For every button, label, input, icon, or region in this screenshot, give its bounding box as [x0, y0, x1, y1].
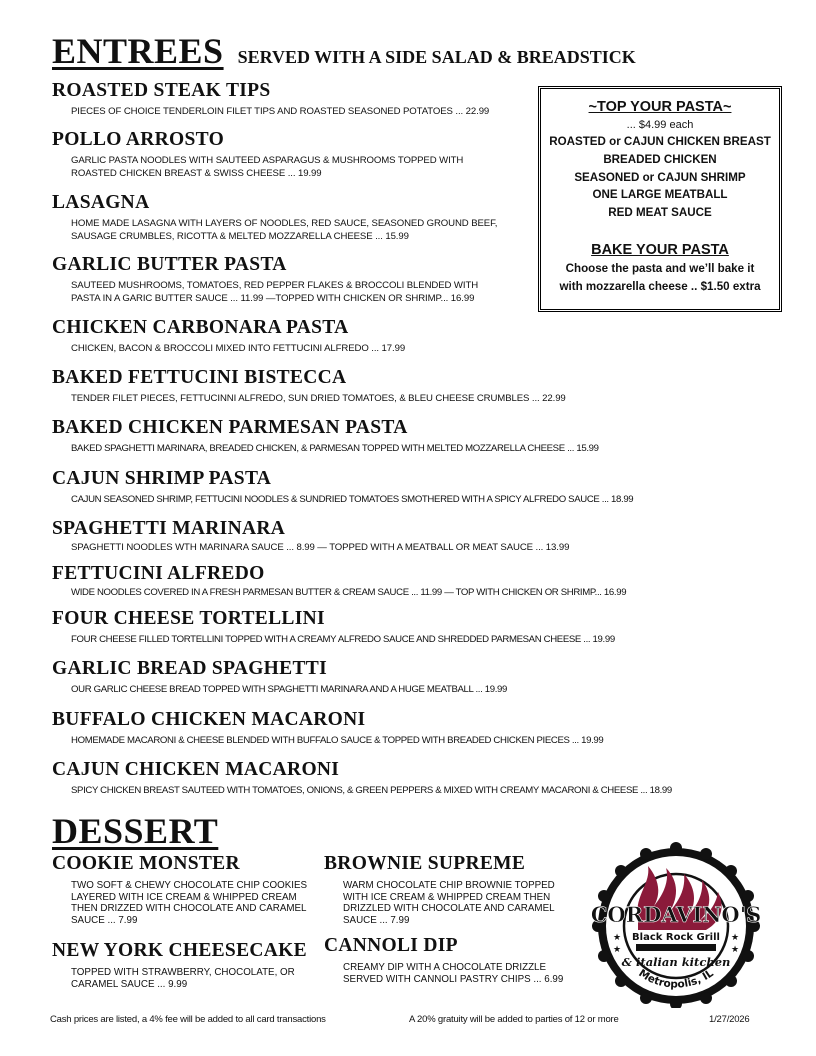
- dessert-item: [324, 853, 555, 926]
- logo-subtitle: & italian kitchen: [621, 955, 731, 969]
- svg-text:★: ★: [613, 932, 622, 942]
- item-description: SPICY CHICKEN BREAST SAUTEED WITH TOMATOES, ONIONS, & GREEN PEPPERS & MIXED WITH CREAMY MACARONI & CHEESE ... 18.99: [71, 785, 672, 796]
- item-description: CHICKEN, BACON & BROCCOLI MIXED INTO FETTUCINI ALFREDO ... 17.99: [71, 343, 406, 354]
- logo-location: Metropolis, IL: [636, 967, 716, 991]
- item-name: FOUR CHEESE TORTELLINI: [52, 608, 325, 629]
- item-name: BAKED CHICKEN PARMESAN PASTA: [52, 417, 408, 438]
- item-name: GARLIC BREAD SPAGHETTI: [52, 658, 327, 679]
- entrees-header: [52, 30, 636, 72]
- item-description: FOUR CHEESE FILLED TORTELLINI TOPPED WITH A CREAMY ALFREDO SAUCE AND SHREDDED PARMESAN CHEESE ... 19.99: [71, 634, 615, 645]
- topping-option: SEASONED or CAJUN SHRIMP: [574, 170, 746, 184]
- item-description-line: WARM CHOCOLATE CHIP BROWNIE TOPPED: [343, 880, 555, 891]
- item-description: [71, 880, 307, 926]
- item-description-line: SAUCE ... 7.99: [71, 914, 138, 926]
- item-name: NEW YORK CHEESECAKE: [52, 940, 307, 961]
- item-name: BUFFALO CHICKEN MACARONI: [52, 709, 366, 730]
- item-description-line: HOME MADE LASAGNA WITH LAYERS OF NOODLES, RED SAUCE, SEASONED GROUND BEEF,: [71, 218, 498, 229]
- item-description: [343, 962, 563, 985]
- item-description: TENDER FILET PIECES, FETTUCINNI ALFREDO, SUN DRIED TOMATOES, & BLEU CHEESE CRUMBLES ... 22.99: [71, 393, 566, 404]
- item-description: HOMEMADE MACARONI & CHEESE BLENDED WITH BUFFALO SAUCE & TOPPED WITH BREADED CHICKEN PIECES ... 19.99: [71, 735, 604, 746]
- topping-option: ROASTED or CAJUN CHICKEN BREAST: [549, 135, 771, 148]
- item-description: BAKED SPAGHETTI MARINARA, BREADED CHICKEN, & PARMESAN TOPPED WITH MELTED MOZZARELLA CHEESE ... 15.99: [71, 443, 599, 454]
- bake-your-pasta-title: BAKE YOUR PASTA: [591, 241, 729, 258]
- item-description-line: THEN DRIZZED WITH CHOCOLATE AND CARAMEL: [71, 903, 307, 915]
- top-your-pasta-box: [538, 86, 782, 312]
- bake-note-line: with mozzarella cheese .. $1.50 extra: [559, 279, 761, 293]
- footer-gratuity: A 20% gratuity will be added to parties of 12 or more: [409, 1014, 619, 1025]
- item-description: PIECES OF CHOICE TENDERLOIN FILET TIPS AND ROASTED SEASONED POTATOES ... 22.99: [71, 106, 490, 117]
- logo-badge-icon: [586, 838, 766, 1008]
- item-name: ROASTED STEAK TIPS: [52, 80, 271, 101]
- menu-item: [52, 563, 626, 600]
- item-description: WIDE NOODLES COVERED IN A FRESH PARMESAN BUTTER & CREAM SAUCE ... 11.99 — TOP WITH CHICKEN OR SHRIMP... 16.99: [71, 587, 627, 598]
- item-description-line: PASTA IN A GARIC BUTTER SAUCE ... 11.99 —TOPPED WITH CHICKEN OR SHRIMP... 16.99: [71, 292, 475, 304]
- dessert-item: [52, 940, 307, 990]
- item-description-line: CREAMY DIP WITH A CHOCOLATE DRIZZLE: [343, 962, 547, 973]
- menu-item: [52, 317, 405, 356]
- topping-option: RED MEAT SAUCE: [608, 206, 712, 220]
- item-name: GARLIC BUTTER PASTA: [52, 254, 287, 275]
- item-description-line: WITH ICE CREAM & WHIPPED CREAM THEN: [343, 891, 551, 903]
- item-description: [71, 218, 497, 243]
- item-description-line: SAUCE ... 7.99: [343, 914, 410, 926]
- item-description: SPAGHETTI NOODLES WTH MARINARA SAUCE ... 8.99 — TOPPED WITH A MEATBALL OR MEAT SAUCE ... 13.99: [71, 542, 570, 553]
- item-description: OUR GARLIC CHEESE BREAD TOPPED WITH SPAGHETTI MARINARA AND A HUGE MEATBALL ... 19.99: [71, 684, 508, 695]
- menu-item: [52, 129, 463, 180]
- menu-item: [52, 468, 633, 507]
- item-name: CHICKEN CARBONARA PASTA: [52, 317, 349, 338]
- menu-item: [52, 192, 497, 243]
- dessert-item: [324, 935, 563, 985]
- item-description-line: CARAMEL SAUCE ... 9.99: [71, 978, 188, 990]
- item-name: COOKIE MONSTER: [52, 853, 240, 874]
- item-description: [71, 155, 463, 180]
- item-description-line: SAUSAGE CRUMBLES, RICOTTA & MELTED MOZZARELLA CHEESE ... 15.99: [71, 230, 409, 242]
- logo-tagline: Black Rock Grill: [632, 932, 720, 943]
- entrees-title: ENTREES: [52, 31, 224, 71]
- menu-item: [52, 759, 672, 798]
- item-description-line: DRIZZLED WITH CHOCOLATE AND CARAMEL: [343, 903, 555, 915]
- item-description: CAJUN SEASONED SHRIMP, FETTUCINI NOODLES & SUNDRIED TOMATOES SMOTHERED WITH A SPICY ALFREDO SAUCE ... 18.99: [71, 494, 634, 505]
- footer-date: 1/27/2026: [709, 1014, 750, 1025]
- item-name: BAKED FETTUCINI BISTECCA: [52, 367, 347, 388]
- item-name: FETTUCINI ALFREDO: [52, 563, 265, 584]
- menu-item: [52, 608, 615, 647]
- topping-price: ... $4.99 each: [626, 119, 694, 131]
- dessert-title: DESSERT: [52, 811, 219, 851]
- menu-item: [52, 367, 566, 406]
- menu-item: [52, 254, 478, 305]
- menu-item: [52, 518, 569, 555]
- item-description-line: LAYERED WITH ICE CREAM & WHIPPED CREAM: [71, 891, 297, 903]
- item-description-line: ROASTED CHICKEN BREAST & SWISS CHEESE ... 19.99: [71, 167, 322, 179]
- item-description: [71, 967, 307, 990]
- svg-text:★: ★: [613, 944, 622, 954]
- menu-item: [52, 658, 507, 697]
- item-name: BROWNIE SUPREME: [324, 853, 526, 874]
- item-description-line: GARLIC PASTA NOODLES WITH SAUTEED ASPARAGUS & MUSHROOMS TOPPED WITH: [71, 155, 464, 166]
- dessert-item: [52, 853, 307, 926]
- item-description-line: TWO SOFT & CHEWY CHOCOLATE CHIP COOKIES: [71, 880, 308, 891]
- item-name: LASAGNA: [52, 192, 150, 213]
- topping-option: BREADED CHICKEN: [603, 152, 717, 166]
- bake-note-line: Choose the pasta and we’ll bake it: [565, 261, 755, 275]
- dessert-header: [52, 810, 218, 852]
- item-name: POLLO ARROSTO: [52, 129, 225, 150]
- menu-item: [52, 417, 599, 456]
- item-description-line: SAUTEED MUSHROOMS, TOMATOES, RED PEPPER FLAKES & BROCCOLI BLENDED WITH: [71, 280, 479, 291]
- restaurant-logo: [586, 838, 766, 1008]
- svg-text:★: ★: [731, 944, 740, 954]
- menu-item: [52, 80, 489, 119]
- item-name: CAJUN CHICKEN MACARONI: [52, 759, 340, 780]
- item-description-line: TOPPED WITH STRAWBERRY, CHOCOLATE, OR: [71, 967, 295, 978]
- footer-card-fee: Cash prices are listed, a 4% fee will be added to all card transactions: [50, 1014, 326, 1025]
- logo-name: CORDAVINO'S: [590, 902, 762, 927]
- item-description: [343, 880, 555, 926]
- topping-option: ONE LARGE MEATBALL: [592, 188, 728, 202]
- entrees-subtitle: SERVED WITH A SIDE SALAD & BREADSTICK: [237, 47, 636, 67]
- item-name: SPAGHETTI MARINARA: [52, 518, 286, 539]
- top-your-pasta-title: ~TOP YOUR PASTA~: [588, 99, 732, 115]
- item-description-line: SERVED WITH CANNOLI PASTRY CHIPS ... 6.99: [343, 973, 564, 985]
- item-description: [71, 280, 478, 305]
- item-name: CANNOLI DIP: [324, 935, 458, 956]
- svg-text:★: ★: [731, 932, 740, 942]
- menu-item: [52, 709, 603, 748]
- item-name: CAJUN SHRIMP PASTA: [52, 468, 272, 489]
